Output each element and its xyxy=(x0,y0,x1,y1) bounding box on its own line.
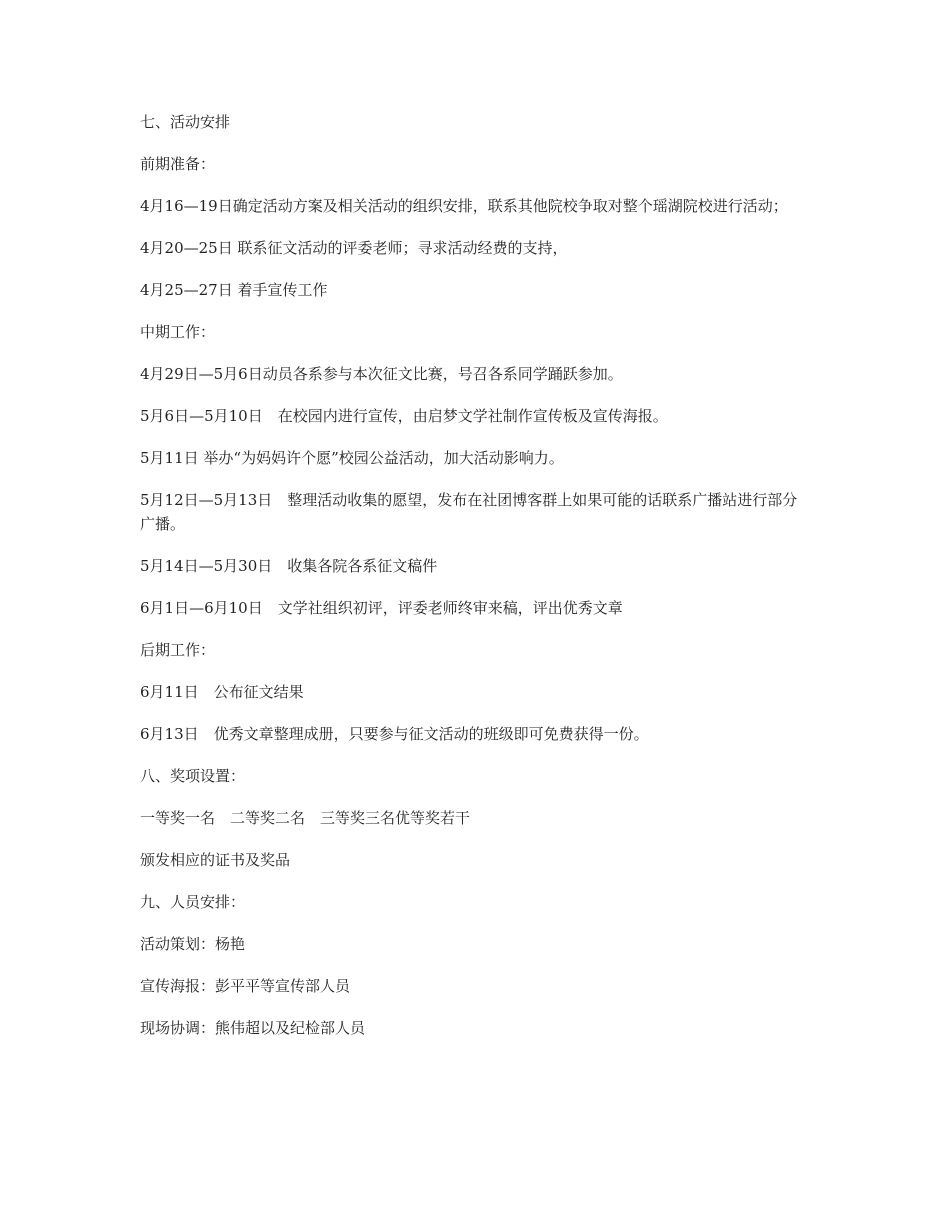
schedule-item: 6月11日 公布征文结果 xyxy=(140,683,304,701)
document-page xyxy=(140,110,810,1058)
schedule-item: 5月11日 举办“为妈妈许个愿”校园公益活动，加大活动影响力。 xyxy=(140,449,564,467)
staff-item: 活动策划：杨艳 xyxy=(140,935,246,953)
schedule-item: 4月16—19日确定活动方案及相关活动的组织安排，联系其他院校争取对整个瑶湖院校进行活动； xyxy=(140,197,788,215)
awards-note: 颁发相应的证书及奖品 xyxy=(140,851,291,869)
schedule-item: 4月20—25日 联系征文活动的评委老师；寻求活动经费的支持， xyxy=(140,239,568,257)
staff-item: 宣传海报：彭平平等宣传部人员 xyxy=(140,977,351,995)
section-heading-activity-schedule: 七、活动安排 xyxy=(140,113,231,131)
section-heading-staffing: 九、人员安排： xyxy=(140,893,246,911)
schedule-item: 5月14日—5月30日 收集各院各系征文稿件 xyxy=(140,557,438,575)
schedule-item: 4月29日—5月6日动员各系参与本次征文比赛，号召各系同学踊跃参加。 xyxy=(140,365,623,383)
subheading-midterm-work: 中期工作： xyxy=(140,323,216,341)
awards-list: 一等奖一名 二等奖二名 三等奖三名优等奖若干 xyxy=(140,809,471,827)
schedule-item: 4月25—27日 着手宣传工作 xyxy=(140,281,328,299)
schedule-item: 5月6日—5月10日 在校园内进行宣传，由启梦文学社制作宣传板及宣传海报。 xyxy=(140,407,668,425)
schedule-item: 6月1日—6月10日 文学社组织初评，评委老师终审来稿，评出优秀文章 xyxy=(140,599,623,617)
section-heading-awards: 八、奖项设置： xyxy=(140,767,246,785)
staff-item: 现场协调：熊伟超以及纪检部人员 xyxy=(140,1019,366,1037)
subheading-later-work: 后期工作： xyxy=(140,641,216,659)
subheading-preparation: 前期准备： xyxy=(140,155,216,173)
schedule-item: 5月12日—5月13日 整理活动收集的愿望，发布在社团博客群上如果可能的话联系广播站进行部分广播。 xyxy=(140,491,798,533)
schedule-item: 6月13日 优秀文章整理成册，只要参与征文活动的班级即可免费获得一份。 xyxy=(140,725,649,743)
